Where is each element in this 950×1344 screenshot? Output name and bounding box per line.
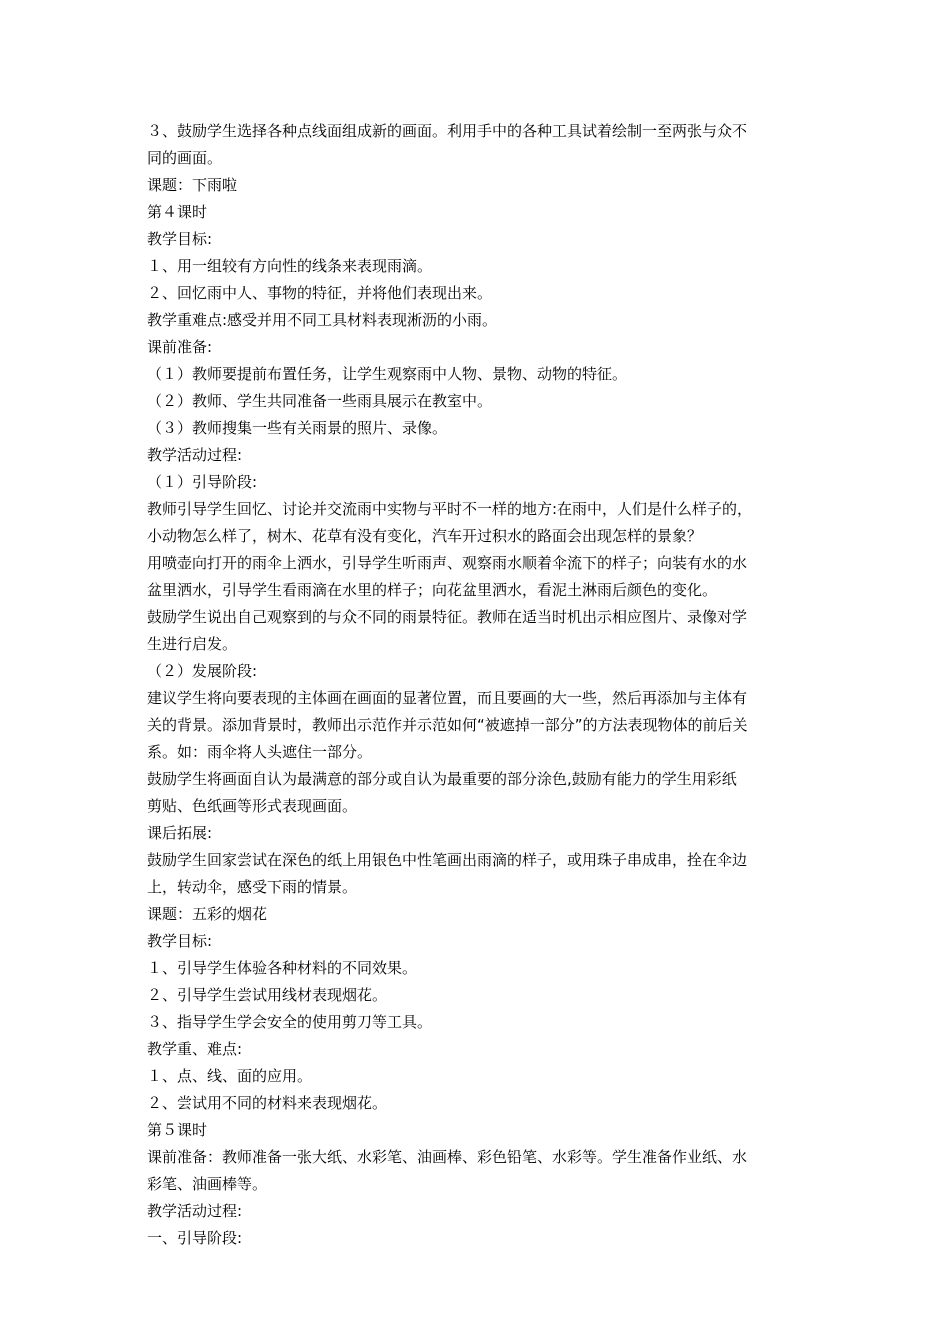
text-line: 小动物怎么样了，树木、花草有没有变化，汽车开过积水的路面会出现怎样的景象？ <box>147 527 703 545</box>
document-page <box>147 118 815 1252</box>
text-line: （２）教师、学生共同准备一些雨具展示在教室中。 <box>147 392 493 410</box>
text-line: （３）教师搜集一些有关雨景的照片、录像。 <box>147 419 448 437</box>
text-line: ３、鼓励学生选择各种点线面组成新的画面。利用手中的各种工具试着绘制一至两张与众不 <box>147 122 748 140</box>
text-line: 同的画面。 <box>147 149 223 167</box>
text-line: 教学目标: <box>147 932 213 950</box>
text-line: 鼓励学生将画面自认为最满意的部分或自认为最重要的部分涂色,鼓励有能力的学生用彩纸 <box>147 770 737 788</box>
text-line: （１）引导阶段: <box>147 473 258 491</box>
text-line: ２、引导学生尝试用线材表现烟花。 <box>147 986 388 1004</box>
text-line: 生进行启发。 <box>147 635 238 653</box>
text-line: １、用一组较有方向性的线条来表现雨滴。 <box>147 257 433 275</box>
text-line: ２、尝试用不同的材料来表现烟花。 <box>147 1094 388 1112</box>
text-line: 上，转动伞，感受下雨的情景。 <box>147 878 358 896</box>
text-line: 教学目标: <box>147 230 213 248</box>
text-line: ２、回忆雨中人、事物的特征，并将他们表现出来。 <box>147 284 493 302</box>
text-line: 课前准备：教师准备一张大纸、水彩笔、油画棒、彩色铅笔、水彩等。学生准备作业纸、水 <box>147 1148 748 1166</box>
text-line: 教学重、难点: <box>147 1040 243 1058</box>
text-line: １、引导学生体验各种材料的不同效果。 <box>147 959 418 977</box>
text-line: 课前准备: <box>147 338 213 356</box>
text-line: 课题：五彩的烟花 <box>147 905 268 923</box>
text-line: 课后拓展: <box>147 824 213 842</box>
text-line: 系。如：雨伞将人头遮住一部分。 <box>147 743 373 761</box>
text-line: 一、引导阶段: <box>147 1229 243 1247</box>
text-line: １、点、线、面的应用。 <box>147 1067 313 1085</box>
text-line: ３、指导学生学会安全的使用剪刀等工具。 <box>147 1013 433 1031</box>
text-line: 教师引导学生回忆、讨论并交流雨中实物与平时不一样的地方:在雨中，人们是什么样子的， <box>147 500 753 518</box>
text-line: 课题：下雨啦 <box>147 176 238 194</box>
text-line: 第５课时 <box>147 1121 208 1139</box>
text-line: （１）教师要提前布置任务，让学生观察雨中人物、景物、动物的特征。 <box>147 365 628 383</box>
text-line: 盆里洒水，引导学生看雨滴在水里的样子；向花盆里洒水，看泥土淋雨后颜色的变化。 <box>147 581 718 599</box>
text-line: 彩笔、油画棒等。 <box>147 1175 268 1193</box>
text-line: 关的背景。添加背景时，教师出示范作并示范如何“被遮掉一部分”的方法表现物体的前后关 <box>147 716 748 734</box>
text-line: 教学活动过程: <box>147 1202 243 1220</box>
text-line: 教学活动过程: <box>147 446 243 464</box>
text-line: （２）发展阶段: <box>147 662 258 680</box>
text-line: 教学重难点:感受并用不同工具材料表现淅沥的小雨。 <box>147 311 498 329</box>
text-line: 鼓励学生说出自己观察到的与众不同的雨景特征。教师在适当时机出示相应图片、录像对学 <box>147 608 748 626</box>
text-line: 剪贴、色纸画等形式表现画面。 <box>147 797 358 815</box>
text-line: 用喷壶向打开的雨伞上洒水，引导学生听雨声、观察雨水顺着伞流下的样子；向装有水的水 <box>147 554 748 572</box>
text-line: 鼓励学生回家尝试在深色的纸上用银色中性笔画出雨滴的样子，或用珠子串成串，拴在伞边 <box>147 851 748 869</box>
text-line: 第４课时 <box>147 203 208 221</box>
text-line: 建议学生将向要表现的主体画在画面的显著位置，而且要画的大一些，然后再添加与主体有 <box>147 689 748 707</box>
